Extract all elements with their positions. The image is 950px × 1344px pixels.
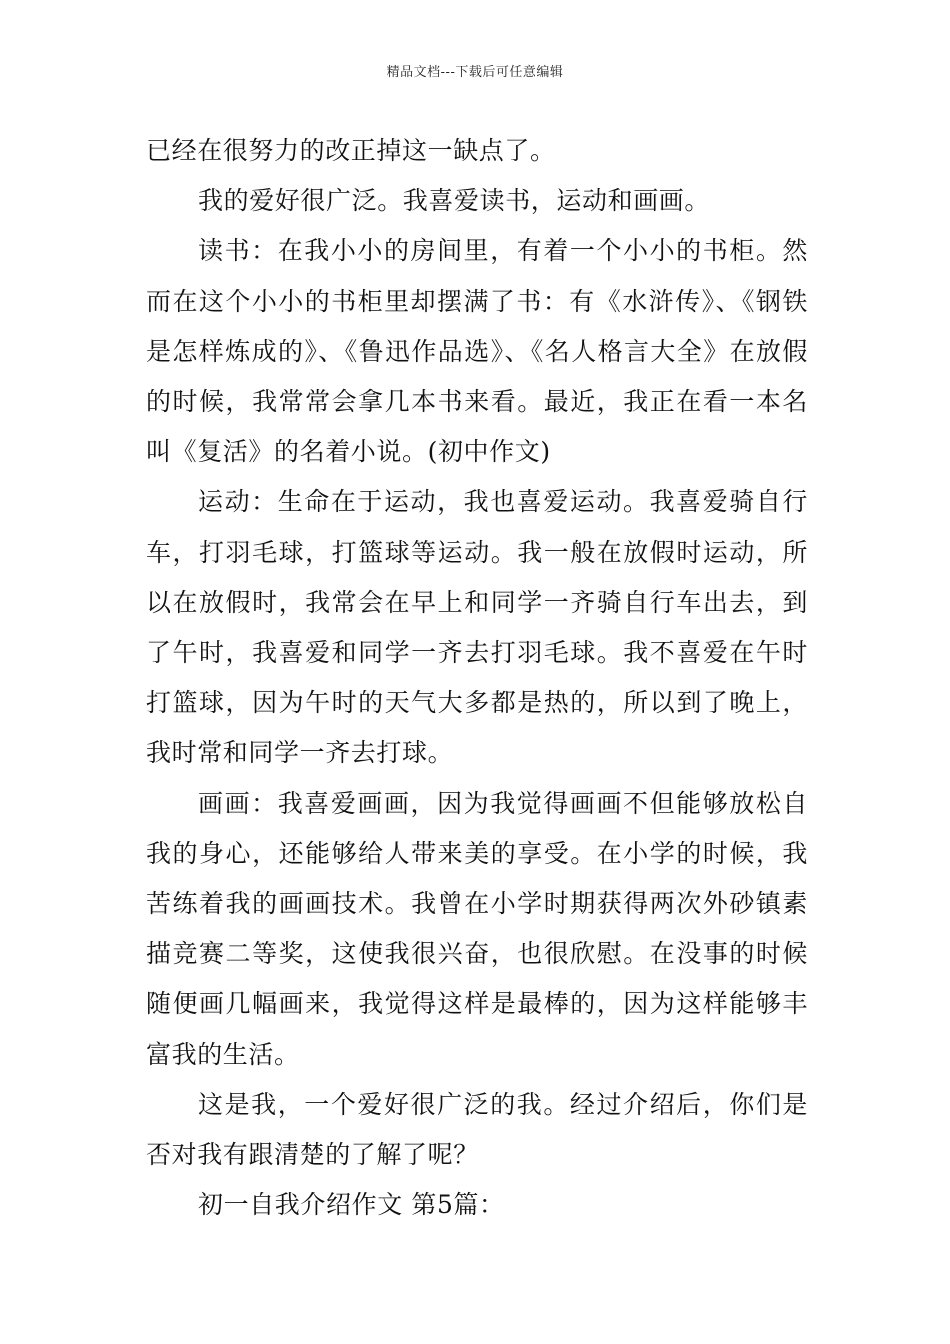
page-header: 精品文档---下载后可任意编辑 (386, 65, 564, 80)
section-heading: 初一自我介绍作文 第5篇： (198, 1190, 505, 1220)
paragraph-drawing: 画画：我喜爱画画，因为我觉得画画不但能够放松自我的身心，还能够给人带来美的享受。在小学的时候，我苦练着我的画画技术。我曾在小学时期获得两次外砂镇素描竞赛二等奖，这使我很兴奋，也很欣慰。在没事的时候随便画几幅画来，我觉得这样是最棒的，因为这样能够丰富我的生活。 (146, 788, 808, 1069)
document-body (146, 126, 808, 1230)
paragraph-conclusion: 这是我，一个爱好很广泛的我。经过介绍后，你们是否对我有跟清楚的了解了呢？ (146, 1089, 808, 1170)
paragraph-reading: 读书：在我小小的房间里，有着一个小小的书柜。然而在这个小小的书柜里却摆满了书：有《水浒传》、《钢铁是怎样炼成的》、《鲁迅作品选》、《名人格言大全》在放假的时候，我常常会拿几本书来看。最近，我正在看一本名叫《复活》的名着小说。(初中作文) (146, 236, 808, 467)
paragraph-continuation: 已经在很努力的改正掉这一缺点了。 (146, 136, 556, 165)
paragraph-sports: 运动：生命在于运动，我也喜爱运动。我喜爱骑自行车，打羽毛球，打篮球等运动。我一般在放假时运动，所以在放假时，我常会在早上和同学一齐骑自行车出去，到了午时，我喜爱和同学一齐去打羽毛球。我不喜爱在午时打篮球，因为午时的天气大多都是热的，所以到了晚上，我时常和同学一齐去打球。 (146, 487, 808, 768)
paragraph-hobbies-intro: 我的爱好很广泛。我喜爱读书，运动和画画。 (198, 186, 711, 216)
